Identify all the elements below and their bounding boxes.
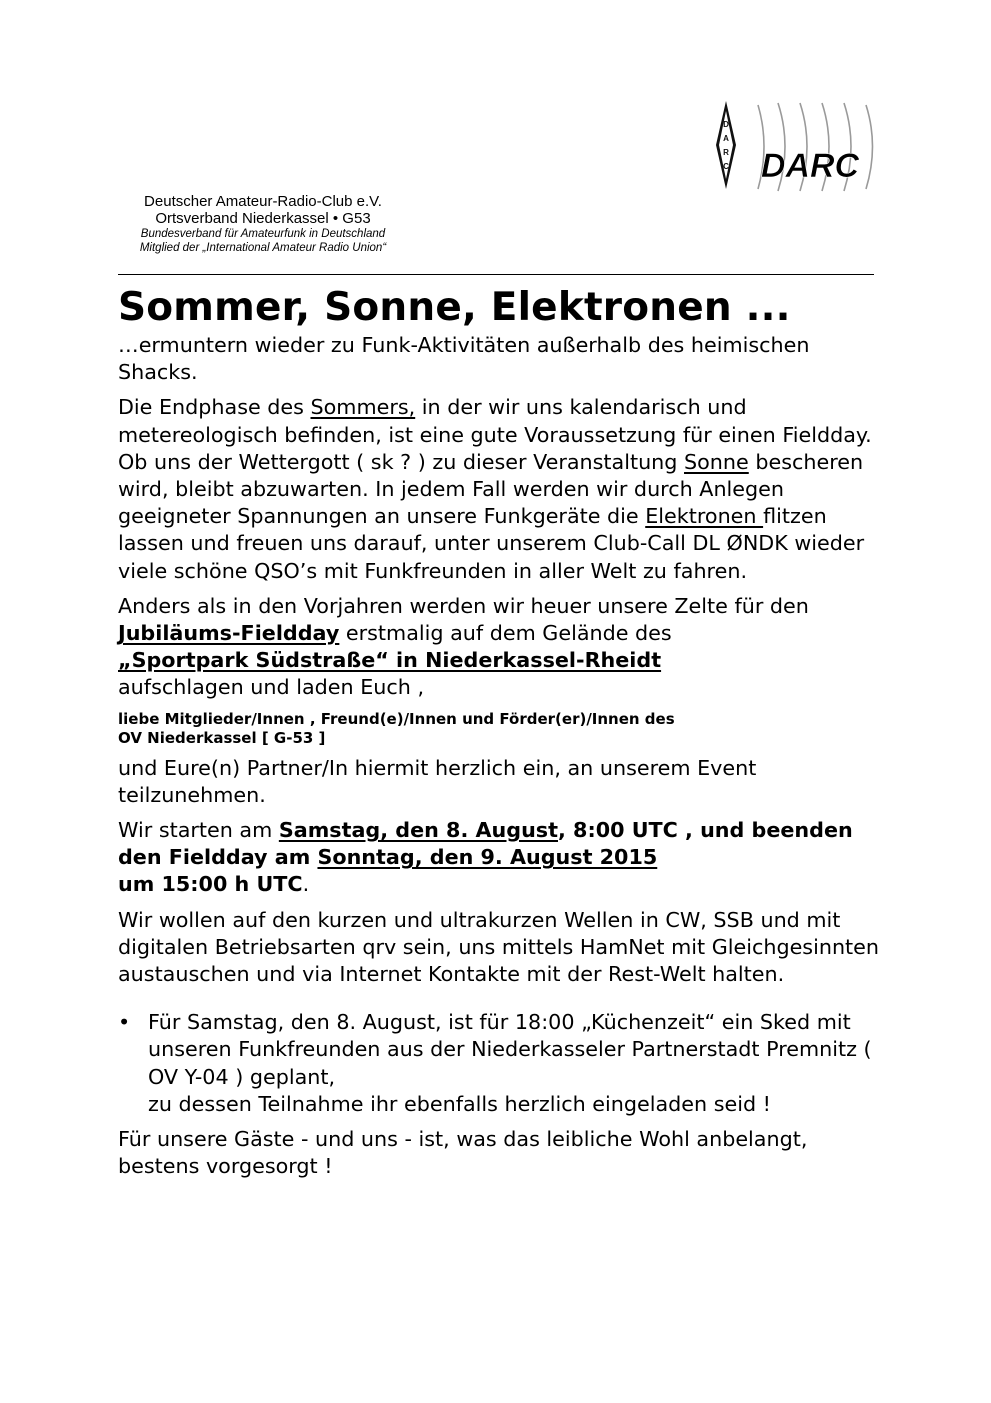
underline-sonne: Sonne bbox=[684, 449, 749, 474]
darc-logo bbox=[706, 97, 881, 195]
federation-line: Bundesverband für Amateurfunk in Deutschland bbox=[140, 228, 386, 240]
subtitle: …ermuntern wieder zu Funk-Aktivitäten außerhalb des heimischen Shacks. bbox=[118, 333, 810, 385]
paragraph-dates: Wir starten am Samstag, den 8. August, 8:00 UTC , und beenden den Fieldday am Sonntag, den 9. August 2015 um 15:00 h UTC. bbox=[118, 818, 853, 897]
membership-line: Mitglied der „International Amateur Radio Union“ bbox=[139, 242, 387, 254]
bullet-text-invitation: zu dessen Teilnahme ihr ebenfalls herzlich eingeladen seid ! bbox=[148, 1091, 771, 1116]
underline-sommers: Sommers, bbox=[310, 395, 416, 420]
bullet-symbol: • bbox=[118, 1010, 131, 1035]
club-header bbox=[113, 193, 413, 255]
paragraph-partners: und Eure(n) Partner/In hiermit herzlich ein, an unserem Event teilzunehmen. bbox=[118, 755, 757, 807]
club-local-chapter: Ortsverband Niederkassel • G53 bbox=[155, 210, 371, 227]
underline-saturday: Samstag, den 8. August bbox=[278, 818, 558, 843]
bullet-text: Für Samstag, den 8. August, ist für 18:00 „Küchenzeit“ ein Sked mit unseren Funkfreunden aus der Niederkasseler Partnerstadt Premnitz ( OV Y-04 ) geplant, bbox=[148, 1010, 872, 1089]
paragraph-summer: Die Endphase des Sommers, in der wir uns kalendarisch und metereologisch befinden, ist eine gute Voraussetzung für einen Fieldday. Ob uns der Wettergott ( sk ? ) zu dieser Veranstaltung Sonne bescheren wird, bleibt abzuwarten. In jedem Fall werden wir durch Anlegen geeigneter Spannungen an unsere Funkgeräte die Elektronen flitzen lassen und freuen uns darauf, unter unserem Club-Call DL ØNDK wieder viele schöne QSO’s mit Funkfreunden in aller Welt zu fahren. bbox=[118, 395, 872, 583]
bullet-sked bbox=[118, 1009, 880, 1118]
paragraph-operations: Wir wollen auf den kurzen und ultrakurzen Wellen in CW, SSB und mit digitalen Betriebsarten qrv sein, uns mittels HamNet mit Gleichgesinnten austauschen und via Internet Kontakte mit der Rest-Welt halten. bbox=[118, 907, 880, 987]
paragraph-catering: Für unsere Gäste - und uns - ist, was das leibliche Wohl anbelangt, bestens vorgesorgt ! bbox=[118, 1127, 808, 1179]
underline-sunday: Sonntag, den 9. August 2015 bbox=[317, 845, 658, 870]
logo-letter-a: A bbox=[723, 134, 729, 143]
invitation-addressees: liebe Mitglieder/Innen , Freund(e)/Innen und Förder(er)/Innen des OV Niederkassel [ G-53 ] bbox=[118, 709, 675, 747]
logo-letter-r: R bbox=[723, 148, 729, 157]
page-title: Sommer, Sonne, Elektronen ... bbox=[118, 285, 791, 330]
logo-text: DARC bbox=[760, 147, 860, 185]
underline-elektronen: Elektronen bbox=[645, 504, 764, 529]
underline-jubilaeums-fieldday: Jubiläums-Fieldday bbox=[118, 621, 340, 646]
underline-sportpark: „Sportpark Südstraße“ in Niederkassel-Rheidt bbox=[118, 648, 662, 673]
club-name: Deutscher Amateur-Radio-Club e.V. bbox=[144, 193, 382, 210]
logo-letter-d: D bbox=[723, 120, 729, 129]
paragraph-location: Anders als in den Vorjahren werden wir heuer unsere Zelte für den Jubiläums-Fieldday erstmalig auf dem Gelände des „Sportpark Südstraße“ in Niederkassel-Rheidt aufschlagen und laden Euch , bbox=[118, 593, 809, 700]
logo-letter-c: C bbox=[723, 162, 729, 171]
header-divider bbox=[118, 274, 874, 275]
letter-body bbox=[118, 284, 880, 1180]
